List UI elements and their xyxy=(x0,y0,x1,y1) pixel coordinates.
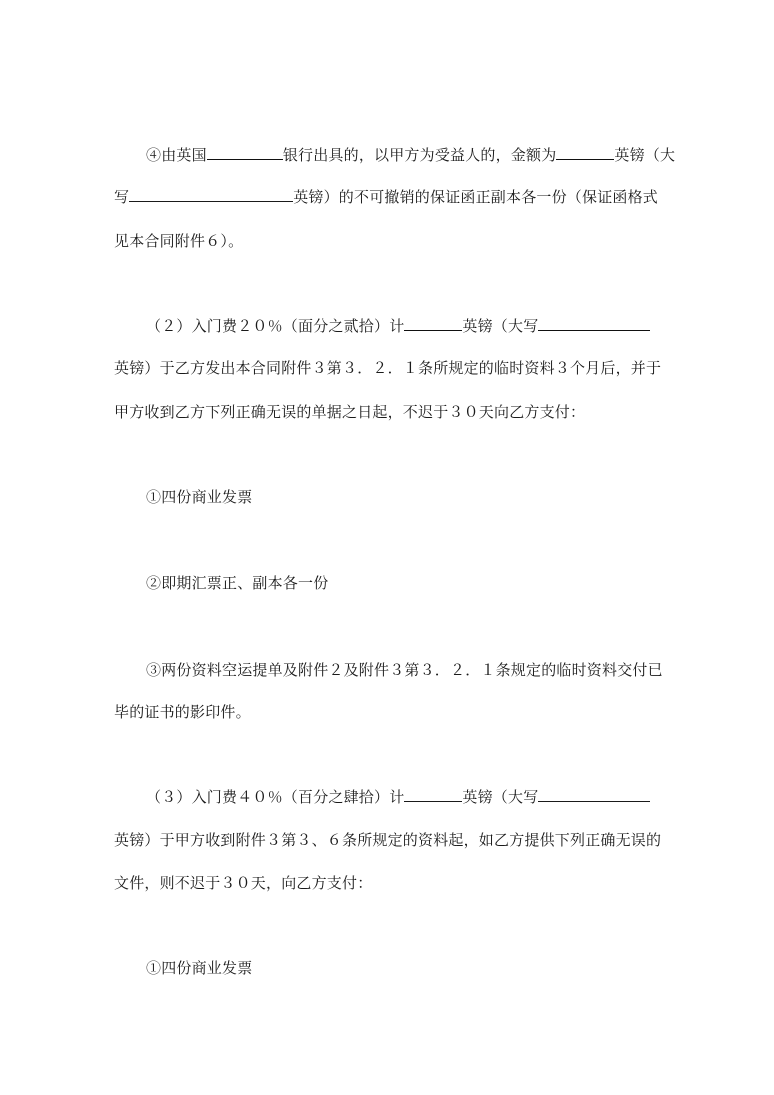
para2-amount-words-blank xyxy=(538,315,650,331)
para2-item-2 xyxy=(146,572,664,594)
para2-item-1-text: ①四份商业发票 xyxy=(146,488,253,506)
item4-text-f: 见本合同附件６）。 xyxy=(114,232,244,250)
para3-item-1 xyxy=(146,957,664,979)
para3-line-1 xyxy=(146,786,664,808)
item4-line-2 xyxy=(114,186,664,208)
para3-text-d: 文件，则不迟于３０天，向乙方支付： xyxy=(114,874,373,892)
item4-text-e: 英镑）的不可撤销的保证函正副本各一份（保证函格式 xyxy=(293,188,659,206)
para3-text-c: 英镑）于甲方收到附件３第３、６条所规定的资料起，如乙方提供下列正确无误的 xyxy=(114,831,662,849)
item4-text-a: ④由英国 xyxy=(146,146,207,164)
para2-item-3-text-b: 毕的证书的影印件。 xyxy=(114,703,251,721)
item4-line-1 xyxy=(146,144,676,166)
amount-words-blank xyxy=(129,186,293,202)
item4-line-3 xyxy=(114,230,664,252)
para3-text-b: 英镑（大写 xyxy=(462,788,539,806)
para2-text-d: 甲方收到乙方下列正确无误的单据之日起，不迟于３０天向乙方支付： xyxy=(114,403,586,421)
item4-text-c: 英镑（大 xyxy=(614,146,676,164)
para3-amount-blank xyxy=(404,786,462,802)
amount-blank xyxy=(556,144,614,160)
para2-item-3-line-1 xyxy=(146,659,664,681)
para2-text-c: 英镑）于乙方发出本合同附件３第３．２．１条所规定的临时资料３个月后，并于 xyxy=(114,359,662,377)
para2-line-1 xyxy=(146,315,664,337)
para3-item-1-text: ①四份商业发票 xyxy=(146,959,253,977)
para2-text-b: 英镑（大写 xyxy=(462,317,539,335)
para2-item-1 xyxy=(146,486,664,508)
para3-line-3 xyxy=(114,872,664,894)
para3-amount-words-blank xyxy=(538,786,650,802)
para2-line-2 xyxy=(114,357,664,379)
para3-text-a: （３）入门费４０％（百分之肆拾）计 xyxy=(146,788,405,806)
para2-item-3-text-a: ③两份资料空运提单及附件２及附件３第３．２．１条规定的临时资料交付已 xyxy=(146,661,663,679)
item4-text-d: 写 xyxy=(114,188,130,206)
item4-text-b: 银行出具的，以甲方为受益人的，金额为 xyxy=(282,146,557,164)
para2-item-3-line-2 xyxy=(114,701,664,723)
para2-text-a: （２）入门费２０％（面分之贰拾）计 xyxy=(146,317,405,335)
para3-line-2 xyxy=(114,829,664,851)
para2-line-3 xyxy=(114,401,664,423)
para2-item-2-text: ②即期汇票正、副本各一份 xyxy=(146,574,329,592)
para2-amount-blank xyxy=(404,315,462,331)
bank-name-blank xyxy=(207,144,283,160)
